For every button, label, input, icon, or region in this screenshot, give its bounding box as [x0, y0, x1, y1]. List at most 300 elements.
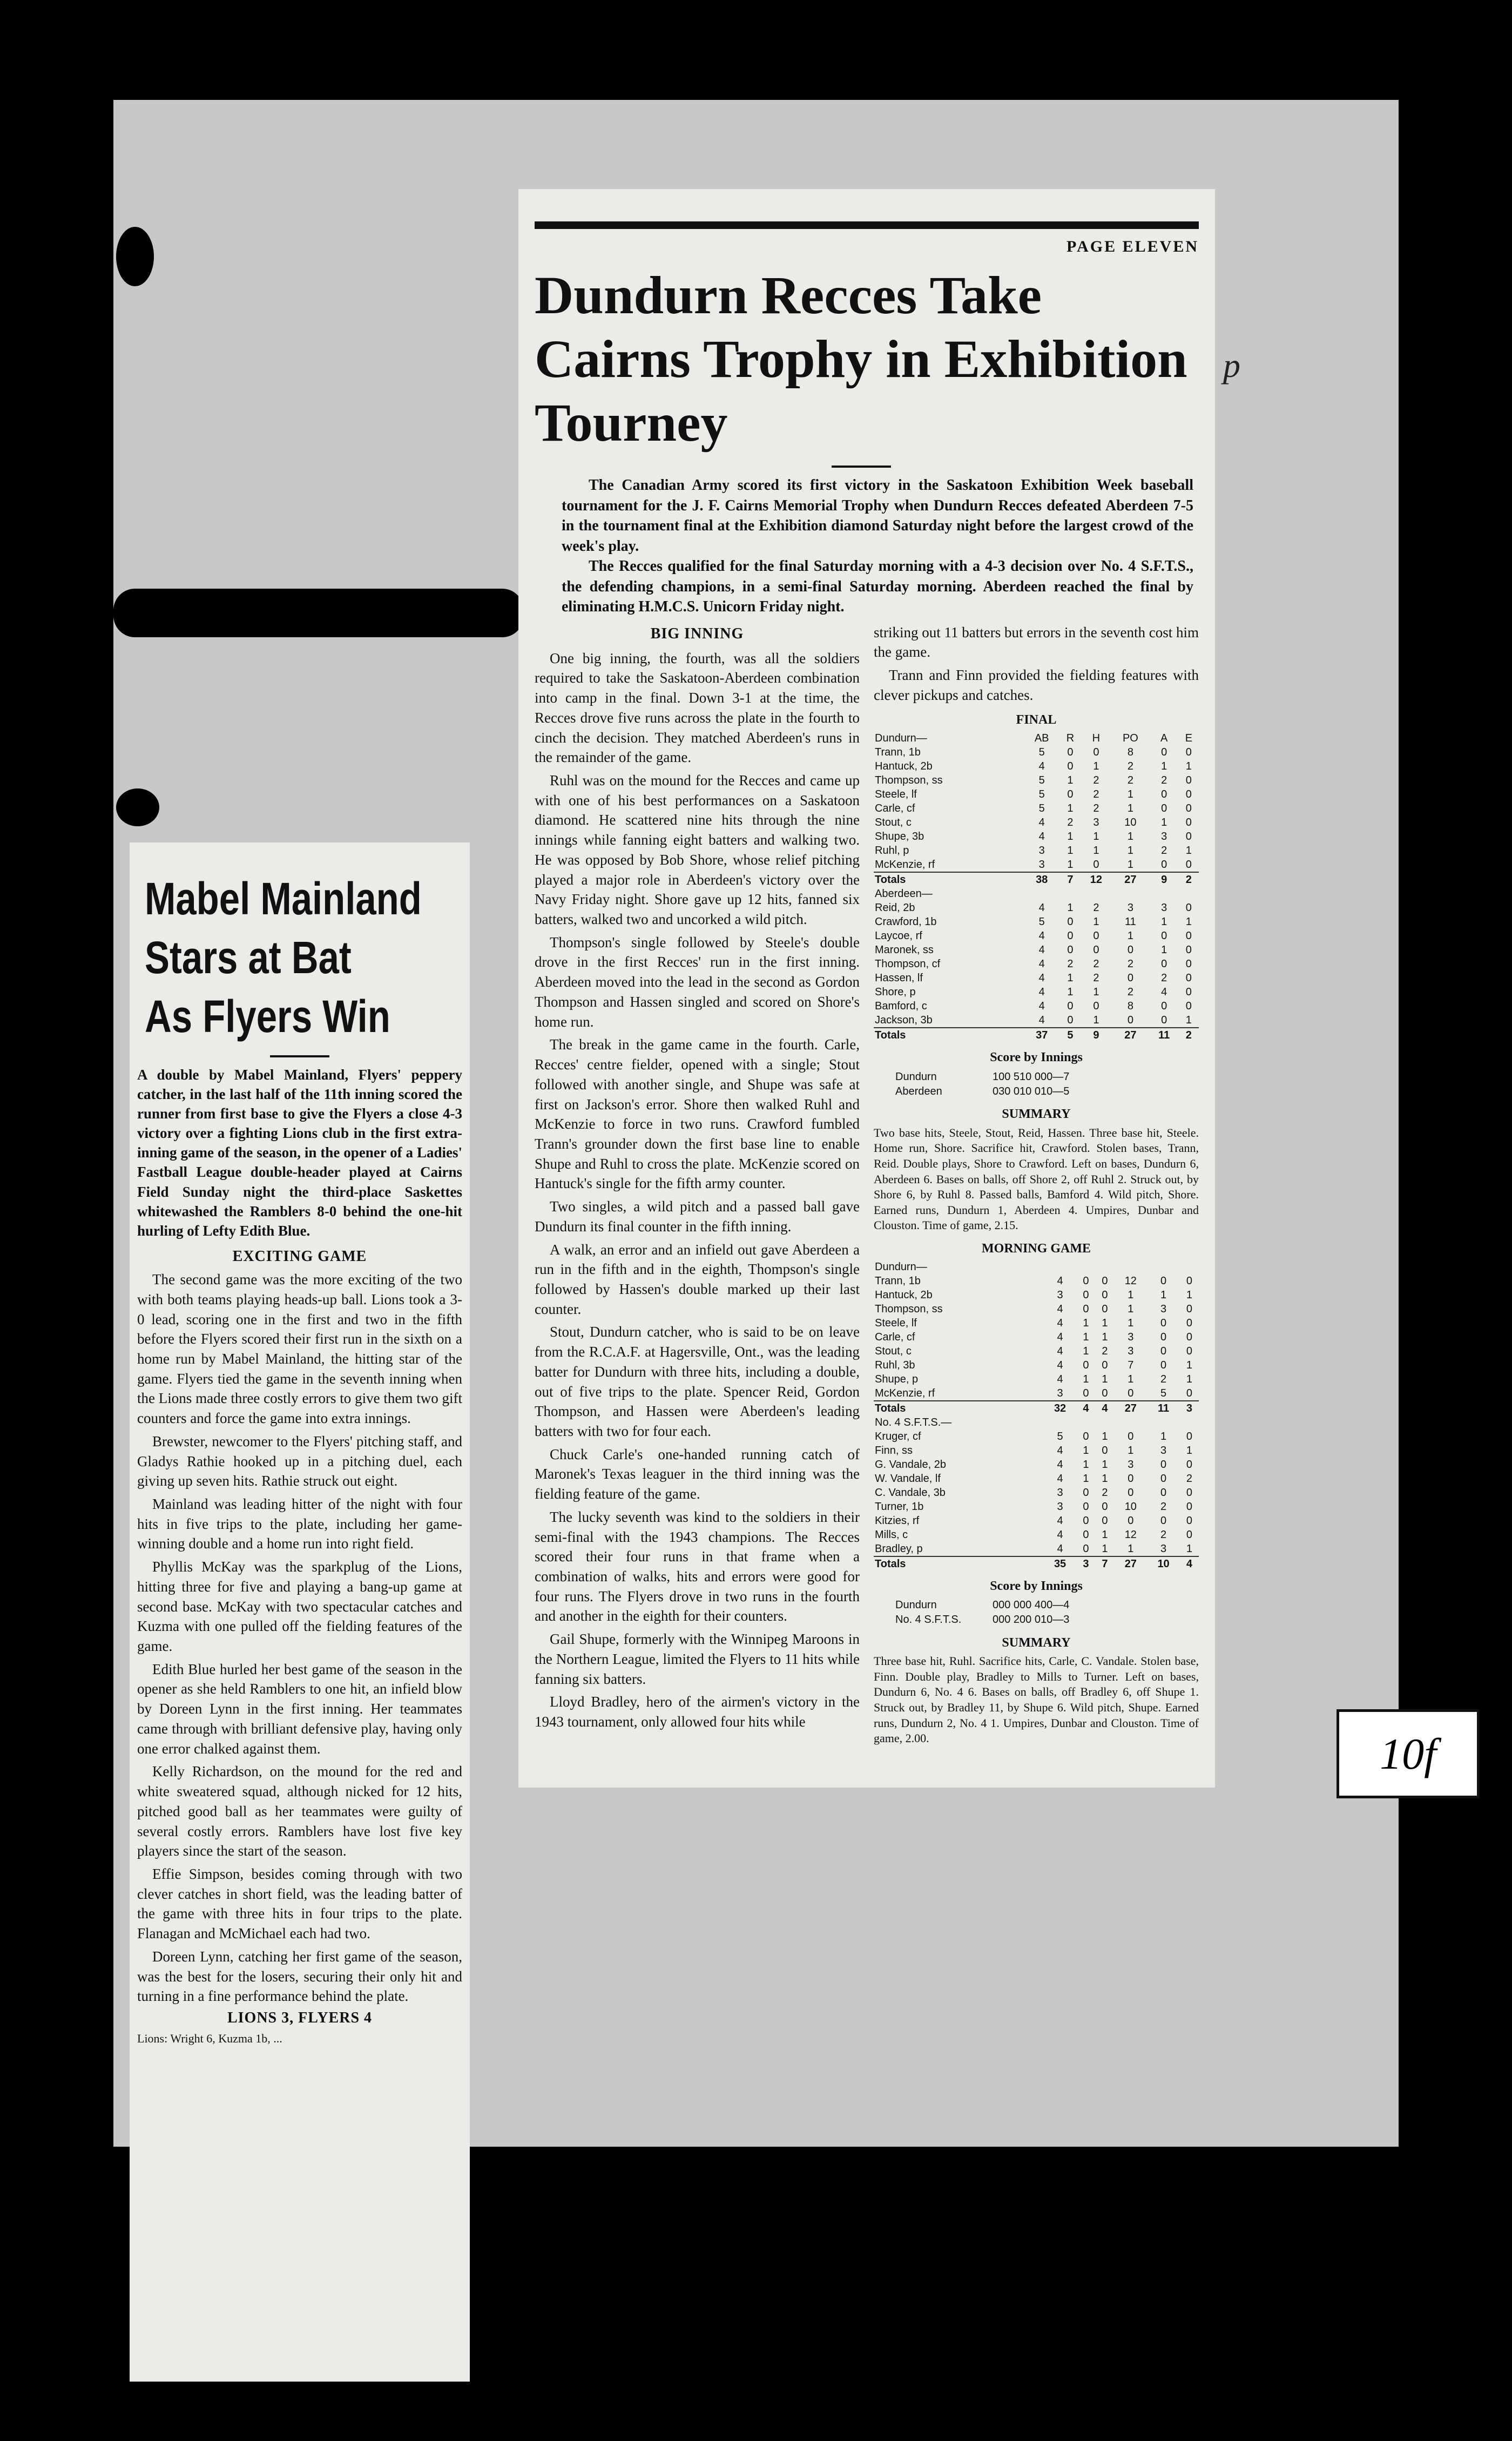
- totals-row: [874, 872, 1199, 887]
- stat-cell: 2: [1067, 958, 1074, 970]
- article-column-2: [874, 623, 1199, 1747]
- player-row: [874, 1372, 1199, 1386]
- score-line: LIONS 3, FLYERS 4: [227, 2009, 373, 2026]
- stat-cell: 4: [1076, 1401, 1095, 1415]
- stat-cell: 1: [1186, 1373, 1193, 1385]
- stat-cell: 0: [1185, 746, 1192, 759]
- stat-cell: 1: [1161, 916, 1167, 928]
- stat-cell: 0: [1067, 1014, 1074, 1027]
- stat-cell: 8: [1127, 746, 1133, 759]
- stat-cell: 4: [1057, 1528, 1063, 1541]
- innings: 000 000 400—4: [993, 1599, 1070, 1611]
- score-by-innings-title: Score by Innings: [990, 1579, 1083, 1593]
- stat-cell: 3: [1160, 1444, 1167, 1456]
- subhead: BIG INNING: [650, 625, 744, 642]
- stat-cell: 11: [1150, 1028, 1179, 1042]
- player-row: [874, 1429, 1199, 1444]
- stat-cell: 2: [1093, 803, 1099, 815]
- stat-cell: 1: [1186, 1542, 1193, 1555]
- stat-cell: 0: [1083, 1430, 1089, 1442]
- stat-cell: 10: [1124, 817, 1137, 829]
- team-label-row: [874, 1260, 1199, 1274]
- stat-cell: 3: [1057, 1500, 1063, 1513]
- stat-cell: 4: [1161, 986, 1167, 999]
- stat-cell: 2: [1127, 986, 1133, 999]
- stat-cell: 0: [1127, 944, 1133, 956]
- stat-cell: 0: [1185, 902, 1192, 914]
- player-row: [874, 858, 1199, 872]
- stat-cell: 5: [1038, 788, 1045, 801]
- stat-cell: 1: [1102, 1472, 1108, 1485]
- player-row: [874, 985, 1199, 999]
- article-columns: [535, 623, 1199, 1747]
- stat-cell: 1: [1185, 916, 1192, 928]
- stat-cell: 4: [1057, 1514, 1063, 1527]
- stat-cell: 0: [1067, 1000, 1074, 1013]
- stat-cell: 8: [1127, 1000, 1133, 1013]
- stat-cell: 0: [1093, 944, 1099, 956]
- player-name: Kitzies, rf: [875, 1514, 920, 1527]
- stat-cell: 3: [1038, 845, 1045, 857]
- stat-cell: 0: [1185, 831, 1192, 843]
- lede: [562, 475, 1193, 617]
- player-name: Steele, lf: [875, 1317, 917, 1329]
- flyers-article-clipping: [130, 842, 470, 2382]
- stat-cell: 1: [1083, 1472, 1089, 1485]
- summary-title: SUMMARY: [1002, 1107, 1071, 1122]
- stat-cell: 0: [1128, 1430, 1134, 1442]
- team-label: No. 4 S.F.T.S.—: [875, 1416, 952, 1428]
- stat-cell: 0: [1161, 859, 1167, 871]
- paragraph: Two singles, a wild pitch and a passed ball gave Dundurn its final counter in the fifth inning.: [535, 1198, 860, 1235]
- player-row: [874, 1542, 1199, 1556]
- stat-cell: 0: [1083, 1387, 1089, 1399]
- team-label: Aberdeen—: [875, 888, 933, 900]
- stat-cell: 0: [1186, 1500, 1193, 1513]
- stat-cell: 1: [1161, 760, 1167, 773]
- player-name: Hantuck, 2b: [875, 1289, 933, 1301]
- stat-cell: 4: [1057, 1359, 1063, 1371]
- stat-cell: 10: [1147, 1556, 1180, 1571]
- stat-cell: 27: [1111, 1028, 1150, 1042]
- team-name: Aberdeen: [895, 1085, 942, 1097]
- stat-cell: 4: [1057, 1275, 1063, 1287]
- stat-cell: 2: [1093, 972, 1099, 985]
- stat-cell: 2: [1093, 902, 1099, 914]
- stat-cell: 5: [1160, 1387, 1167, 1399]
- player-name: Jackson, 3b: [875, 1014, 933, 1027]
- stat-cell: 0: [1083, 1303, 1089, 1315]
- stat-cell: 0: [1160, 1317, 1167, 1329]
- stat-cell: 0: [1083, 1514, 1089, 1527]
- stat-cell: 0: [1185, 944, 1192, 956]
- stat-cell: 4: [1038, 817, 1045, 829]
- stat-cell: 3: [1057, 1289, 1063, 1301]
- player-row: [874, 1472, 1199, 1486]
- player-name: Trann, 1b: [875, 746, 921, 759]
- stat-cell: 2: [1161, 845, 1167, 857]
- player-row: [874, 1500, 1199, 1514]
- stat-cell: 0: [1186, 1275, 1193, 1287]
- stat-cell: 0: [1185, 958, 1192, 970]
- stat-cell: 1: [1185, 845, 1192, 857]
- headline: Dundurn Recces Take Cairns Trophy in Exhibition Tourney: [535, 265, 1187, 453]
- stat-cell: 0: [1185, 803, 1192, 815]
- stat-cell: 2: [1160, 1528, 1167, 1541]
- team-label-row: [874, 1415, 1199, 1429]
- stat-cell: 3: [1160, 1542, 1167, 1555]
- stat-cell: 4: [1057, 1303, 1063, 1315]
- stat-cell: 0: [1185, 986, 1192, 999]
- player-name: Laycoe, rf: [875, 930, 922, 942]
- stat-cell: 4: [1038, 760, 1045, 773]
- stat-cell: 0: [1161, 788, 1167, 801]
- stat-cell: 4: [1057, 1542, 1063, 1555]
- stat-cell: 0: [1102, 1444, 1108, 1456]
- stat-cell: 1: [1083, 1345, 1089, 1357]
- stat-cell: 0: [1161, 1000, 1167, 1013]
- stat-cell: 4: [1057, 1373, 1063, 1385]
- stat-cell: 3: [1180, 1401, 1199, 1415]
- score-by-innings-title: Score by Innings: [990, 1050, 1083, 1065]
- player-name: W. Vandale, lf: [875, 1472, 941, 1485]
- stat-cell: 0: [1093, 930, 1099, 942]
- stat-cell: 1: [1186, 1359, 1193, 1371]
- stat-cell: 0: [1102, 1387, 1108, 1399]
- player-name: Hassen, lf: [875, 972, 923, 985]
- stat-cell: 0: [1067, 916, 1074, 928]
- player-row: [874, 1444, 1199, 1458]
- stat-cell: 0: [1161, 803, 1167, 815]
- stat-cell: 7: [1128, 1359, 1134, 1371]
- stat-cell: 0: [1083, 1486, 1089, 1499]
- player-name: Hantuck, 2b: [875, 760, 933, 773]
- stat-cell: 0: [1067, 788, 1074, 801]
- stat-cell: 0: [1185, 859, 1192, 871]
- stat-cell: 27: [1114, 1401, 1147, 1415]
- stat-cell: 1: [1127, 831, 1133, 843]
- stat-cell: 0: [1083, 1289, 1089, 1301]
- stat-cell: 12: [1124, 1528, 1137, 1541]
- stat-cell: 0: [1186, 1303, 1193, 1315]
- stat-cell: 0: [1160, 1458, 1167, 1471]
- line-score-row: [895, 1598, 1199, 1613]
- player-name: McKenzie, rf: [875, 859, 935, 871]
- team-name: Dundurn: [895, 1599, 937, 1611]
- stat-cell: 0: [1186, 1514, 1193, 1527]
- stat-cell: 1: [1093, 845, 1099, 857]
- box-score-title: MORNING GAME: [982, 1241, 1091, 1256]
- paragraph: Phyllis McKay was the sparkplug of the Lions, hitting three for five and playing a bang-up game at second base. McKay with two spectacular catches and Kuzma with one pulled off the fielding features of the game.: [137, 1559, 462, 1655]
- player-name: C. Vandale, 3b: [875, 1486, 946, 1499]
- stat-cell: 1: [1067, 774, 1074, 787]
- paragraph: The lucky seventh was kind to the soldiers in their semi-final with the 1943 champions. The Recces scored their four runs in that frame when a combination of walks, hits and errors were good for four runs. The Flyers drove in two runs in the fourth and another in the eighth for their counters.: [535, 1508, 860, 1624]
- player-name: Turner, 1b: [875, 1500, 924, 1513]
- stat-cell: 3: [1093, 817, 1099, 829]
- stat-cell: 1: [1127, 788, 1133, 801]
- stat-cell: 10: [1124, 1500, 1137, 1513]
- player-row: [874, 1458, 1199, 1472]
- paragraph: Doreen Lynn, catching her first game of the season, was the best for the losers, securing their only hit and turning in a fine performance behind the plate.: [137, 1948, 462, 2005]
- stat-cell: 5: [1038, 746, 1045, 759]
- stat-cell: 2: [1160, 1373, 1167, 1385]
- stat-cell: 7: [1095, 1556, 1114, 1571]
- totals-row: [874, 1028, 1199, 1042]
- stat-cell: 4: [1057, 1317, 1063, 1329]
- stat-cell: 0: [1161, 1014, 1167, 1027]
- margin-mark: p: [1223, 346, 1240, 385]
- stat-cell: 1: [1083, 1331, 1089, 1343]
- stat-cell: 0: [1185, 788, 1192, 801]
- stat-cell: 3: [1128, 1458, 1134, 1471]
- stat-cell: 2: [1093, 958, 1099, 970]
- player-row: [874, 844, 1199, 858]
- stat-cell: 9: [1081, 1028, 1111, 1042]
- final-box-score: [874, 731, 1199, 1042]
- paragraph: The second game was the more exciting of the two with both teams playing heads-up ball. Lions took a 3-0 lead, scoring one in the first and two in the fifth before the Flyers scored their first run in the sixth on a home run by Mabel Mainland, the hitting star of the game. Flyers tied the game in the seventh inning when the Lions made three costly errors to give them two gift counters and force the game into extra innings.: [137, 1271, 462, 1427]
- stat-cell: 2: [1093, 788, 1099, 801]
- stat-cell: 0: [1185, 817, 1192, 829]
- stat-cell: 0: [1186, 1458, 1193, 1471]
- stat-cell: 4: [1095, 1401, 1114, 1415]
- player-name: Thompson, ss: [875, 1303, 943, 1315]
- stat-cell: 0: [1185, 774, 1192, 787]
- player-name: Thompson, cf: [875, 958, 941, 970]
- stat-cell: 1: [1067, 986, 1074, 999]
- stat-cell: 32: [1044, 1401, 1077, 1415]
- stat-cell: 5: [1038, 916, 1045, 928]
- stat-cell: 1: [1067, 902, 1074, 914]
- stat-cell: 9: [1150, 872, 1179, 887]
- binder-hole: [116, 227, 154, 286]
- stat-cell: 2: [1102, 1486, 1108, 1499]
- stat-cell: 0: [1083, 1528, 1089, 1541]
- stat-cell: 4: [1038, 986, 1045, 999]
- stat-cell: 1: [1186, 1289, 1193, 1301]
- player-row: [874, 1358, 1199, 1372]
- stat-cell: 0: [1161, 958, 1167, 970]
- stat-cell: 4: [1057, 1444, 1063, 1456]
- lede: A double by Mabel Mainland, Flyers' peppery catcher, in the last half of the 11th inning scored the runner from first base to give the Flyers a close 4-3 victory over a fighting Lions club in the first extra-inning game of the season, in the opener of a Ladies' Fastball League double-header played at Cairns Field Sunday night the third-place Saskettes whitewashed the Ramblers 8-0 behind the one-hit hurling of Lefty Edith Blue.: [137, 1066, 462, 1239]
- headline-line: Stars at Bat: [145, 932, 352, 983]
- line-score-row: [895, 1084, 1199, 1099]
- stat-cell: 1: [1083, 1373, 1089, 1385]
- player-row: [874, 1013, 1199, 1028]
- stat-cell: 1: [1093, 760, 1099, 773]
- stat-cell: 0: [1102, 1275, 1108, 1287]
- player-row: [874, 999, 1199, 1013]
- player-row: [874, 773, 1199, 787]
- stat-cell: 1: [1067, 831, 1074, 843]
- stat-cell: 4: [1057, 1472, 1063, 1485]
- player-name: Trann, 1b: [875, 1275, 921, 1287]
- team-label: Dundurn—: [875, 732, 927, 745]
- stat-cell: 0: [1186, 1528, 1193, 1541]
- stat-cell: 12: [1081, 872, 1111, 887]
- stat-cell: 3: [1128, 1331, 1134, 1343]
- headline-line: As Flyers Win: [145, 991, 390, 1042]
- stat-cell: 0: [1128, 1486, 1134, 1499]
- stat-cell: 0: [1186, 1331, 1193, 1343]
- stat-cell: 1: [1127, 803, 1133, 815]
- player-row: [874, 971, 1199, 985]
- paragraph: Stout, Dundurn catcher, who is said to be on leave from the R.C.A.F. at Hagersville, Ont., was the leading batter for Dundurn with three hits, including a double, out of five trips to the plate. Spencer Reid, Gordon Thompson, and Hassen were Aberdeen's leading batters with two for four each.: [535, 1324, 860, 1439]
- stat-cell: 0: [1128, 1514, 1134, 1527]
- stat-cell: 4: [1057, 1458, 1063, 1471]
- stat-cell: 0: [1160, 1486, 1167, 1499]
- lineup-fragment: Lions: Wright 6, Kuzma 1b, ...: [137, 2031, 282, 2045]
- stat-cell: 0: [1186, 1345, 1193, 1357]
- stat-cell: 0: [1102, 1303, 1108, 1315]
- recces-article-clipping: [518, 189, 1215, 1788]
- lede-paragraph: The Canadian Army scored its first victory in the Saskatoon Exhibition Week baseball tournament for the J. F. Cairns Memorial Trophy when Dundurn Recces defeated Aberdeen 7-5 in the tournament final at the Exhibition diamond Saturday night before the largest crowd of the week's play.: [562, 477, 1193, 555]
- headline-line: Mabel Mainland: [145, 873, 422, 924]
- stat-cell: 0: [1185, 972, 1192, 985]
- subhead: EXCITING GAME: [232, 1248, 367, 1265]
- player-name: Crawford, 1b: [875, 916, 937, 928]
- totals-label: Totals: [874, 1028, 1024, 1042]
- player-row: [874, 1316, 1199, 1330]
- stat-cell: 2: [1127, 774, 1133, 787]
- stat-cell: 0: [1160, 1514, 1167, 1527]
- stat-cell: 1: [1161, 944, 1167, 956]
- stat-cell: 3: [1038, 859, 1045, 871]
- stat-header: A: [1160, 732, 1168, 745]
- stat-cell: 1: [1127, 845, 1133, 857]
- stat-cell: 0: [1067, 944, 1074, 956]
- stat-cell: 0: [1102, 1289, 1108, 1301]
- page-label: PAGE ELEVEN: [535, 221, 1199, 256]
- stat-cell: 4: [1038, 972, 1045, 985]
- totals-label: Totals: [874, 872, 1024, 887]
- totals-row: [874, 1401, 1199, 1415]
- stat-cell: 1: [1083, 1444, 1089, 1456]
- stat-cell: 4: [1038, 1014, 1045, 1027]
- team-name: Dundurn: [895, 1070, 937, 1083]
- stat-cell: 1: [1093, 831, 1099, 843]
- stat-cell: 1: [1093, 1014, 1099, 1027]
- player-name: Maronek, ss: [875, 944, 934, 956]
- player-row: [874, 1344, 1199, 1358]
- stat-cell: 27: [1111, 872, 1150, 887]
- stat-cell: 1: [1185, 760, 1192, 773]
- player-name: Stout, c: [875, 1345, 912, 1357]
- stat-cell: 1: [1128, 1317, 1134, 1329]
- stat-cell: 0: [1160, 1359, 1167, 1371]
- stat-cell: 4: [1038, 1000, 1045, 1013]
- stat-cell: 1: [1127, 930, 1133, 942]
- stat-cell: 1: [1102, 1542, 1108, 1555]
- stat-cell: 3: [1161, 902, 1167, 914]
- stat-cell: 38: [1024, 872, 1059, 887]
- torn-edge: [113, 589, 524, 637]
- player-row: [874, 1288, 1199, 1302]
- stat-cell: 0: [1083, 1275, 1089, 1287]
- player-row: [874, 830, 1199, 844]
- article-column-1: [535, 623, 860, 1747]
- paragraph: Brewster, newcomer to the Flyers' pitching staff, and Gladys Rathie hooked up in a pitching duel, each giving up seven hits. Rathie struck out eight.: [137, 1433, 462, 1489]
- stat-cell: 3: [1160, 1303, 1167, 1315]
- player-name: Stout, c: [875, 817, 912, 829]
- stat-cell: 4: [1038, 902, 1045, 914]
- stat-cell: 3: [1127, 902, 1133, 914]
- player-row: [874, 929, 1199, 943]
- player-row: [874, 1274, 1199, 1288]
- stat-cell: 2: [1179, 1028, 1199, 1042]
- player-name: Shupe, 3b: [875, 831, 924, 843]
- stat-cell: 0: [1067, 930, 1074, 942]
- stat-cell: 1: [1067, 803, 1074, 815]
- stat-cell: 1: [1102, 1331, 1108, 1343]
- player-name: Bradley, p: [875, 1542, 923, 1555]
- stat-cell: 0: [1083, 1500, 1089, 1513]
- stat-cell: 0: [1160, 1345, 1167, 1357]
- team-label: Dundurn—: [875, 1260, 927, 1273]
- paragraph: Ruhl was on the mound for the Recces and came up with one of his best performances on a Saskatoon diamond. He scattered nine hits through the nine innings while fanning eight batters and walking two. He was opposed by Bob Shore, whose relief pitching played a major role in Aberdeen's victory over the Navy Friday night. Shore gave up 12 hits, fanned six batters, walked two and uncorked a wild pitch.: [535, 772, 860, 928]
- player-name: Ruhl, 3b: [875, 1359, 915, 1371]
- paragraph: One big inning, the fourth, was all the soldiers required to take the Saskatoon-Aberdeen combination into camp in the final. Down 3-1 at the time, the Recces drove five runs across the plate in the fourth to cinch the decision. They matched Aberdeen's runs in the remainder of the game.: [535, 650, 860, 766]
- stat-cell: 1: [1127, 859, 1133, 871]
- stat-cell: 5: [1038, 803, 1045, 815]
- player-row: [874, 1302, 1199, 1316]
- stat-header: AB: [1034, 732, 1049, 745]
- stat-cell: 0: [1160, 1275, 1167, 1287]
- stat-cell: 0: [1186, 1486, 1193, 1499]
- article-body: [137, 1270, 462, 2006]
- stat-cell: 4: [1057, 1345, 1063, 1357]
- player-name: Finn, ss: [875, 1444, 913, 1456]
- player-row: [874, 815, 1199, 830]
- divider: [832, 466, 891, 468]
- paragraph: A walk, an error and an infield out gave Aberdeen a run in the fifth and in the eighth, Thompson's single followed by Hassen's double marked up their last counter.: [535, 1241, 860, 1317]
- innings: 000 200 010—3: [993, 1614, 1070, 1626]
- stat-cell: 0: [1067, 746, 1074, 759]
- stat-header: E: [1185, 732, 1193, 745]
- player-name: Carle, cf: [875, 803, 915, 815]
- stat-cell: 4: [1038, 831, 1045, 843]
- player-row: [874, 943, 1199, 957]
- morning-box-score: [874, 1260, 1199, 1571]
- player-row: [874, 745, 1199, 759]
- stat-cell: 5: [1059, 1028, 1081, 1042]
- stat-header: PO: [1122, 732, 1138, 745]
- stat-cell: 2: [1102, 1345, 1108, 1357]
- stat-cell: 0: [1093, 746, 1099, 759]
- player-name: Shupe, p: [875, 1373, 919, 1385]
- paragraph: Trann and Finn provided the fielding features with clever pickups and catches.: [874, 667, 1199, 703]
- stat-cell: 1: [1161, 817, 1167, 829]
- player-row: [874, 787, 1199, 801]
- player-name: Bamford, c: [875, 1000, 927, 1013]
- line-score-row: [895, 1070, 1199, 1084]
- stat-cell: 5: [1038, 774, 1045, 787]
- stat-cell: 1: [1102, 1528, 1108, 1541]
- stat-cell: 3: [1057, 1486, 1063, 1499]
- stat-cell: 2: [1093, 774, 1099, 787]
- stat-cell: 11: [1147, 1401, 1180, 1415]
- stat-cell: 1: [1093, 916, 1099, 928]
- stat-cell: 0: [1160, 1331, 1167, 1343]
- stat-cell: 1: [1185, 1014, 1192, 1027]
- stat-cell: 4: [1180, 1556, 1199, 1571]
- file-label: 10f: [1336, 1709, 1480, 1798]
- stat-cell: 11: [1125, 916, 1136, 928]
- stat-cell: 1: [1128, 1303, 1134, 1315]
- stat-cell: 7: [1059, 872, 1081, 887]
- stat-cell: 3: [1128, 1345, 1134, 1357]
- stat-cell: 1: [1083, 1458, 1089, 1471]
- stat-cell: 0: [1127, 1014, 1133, 1027]
